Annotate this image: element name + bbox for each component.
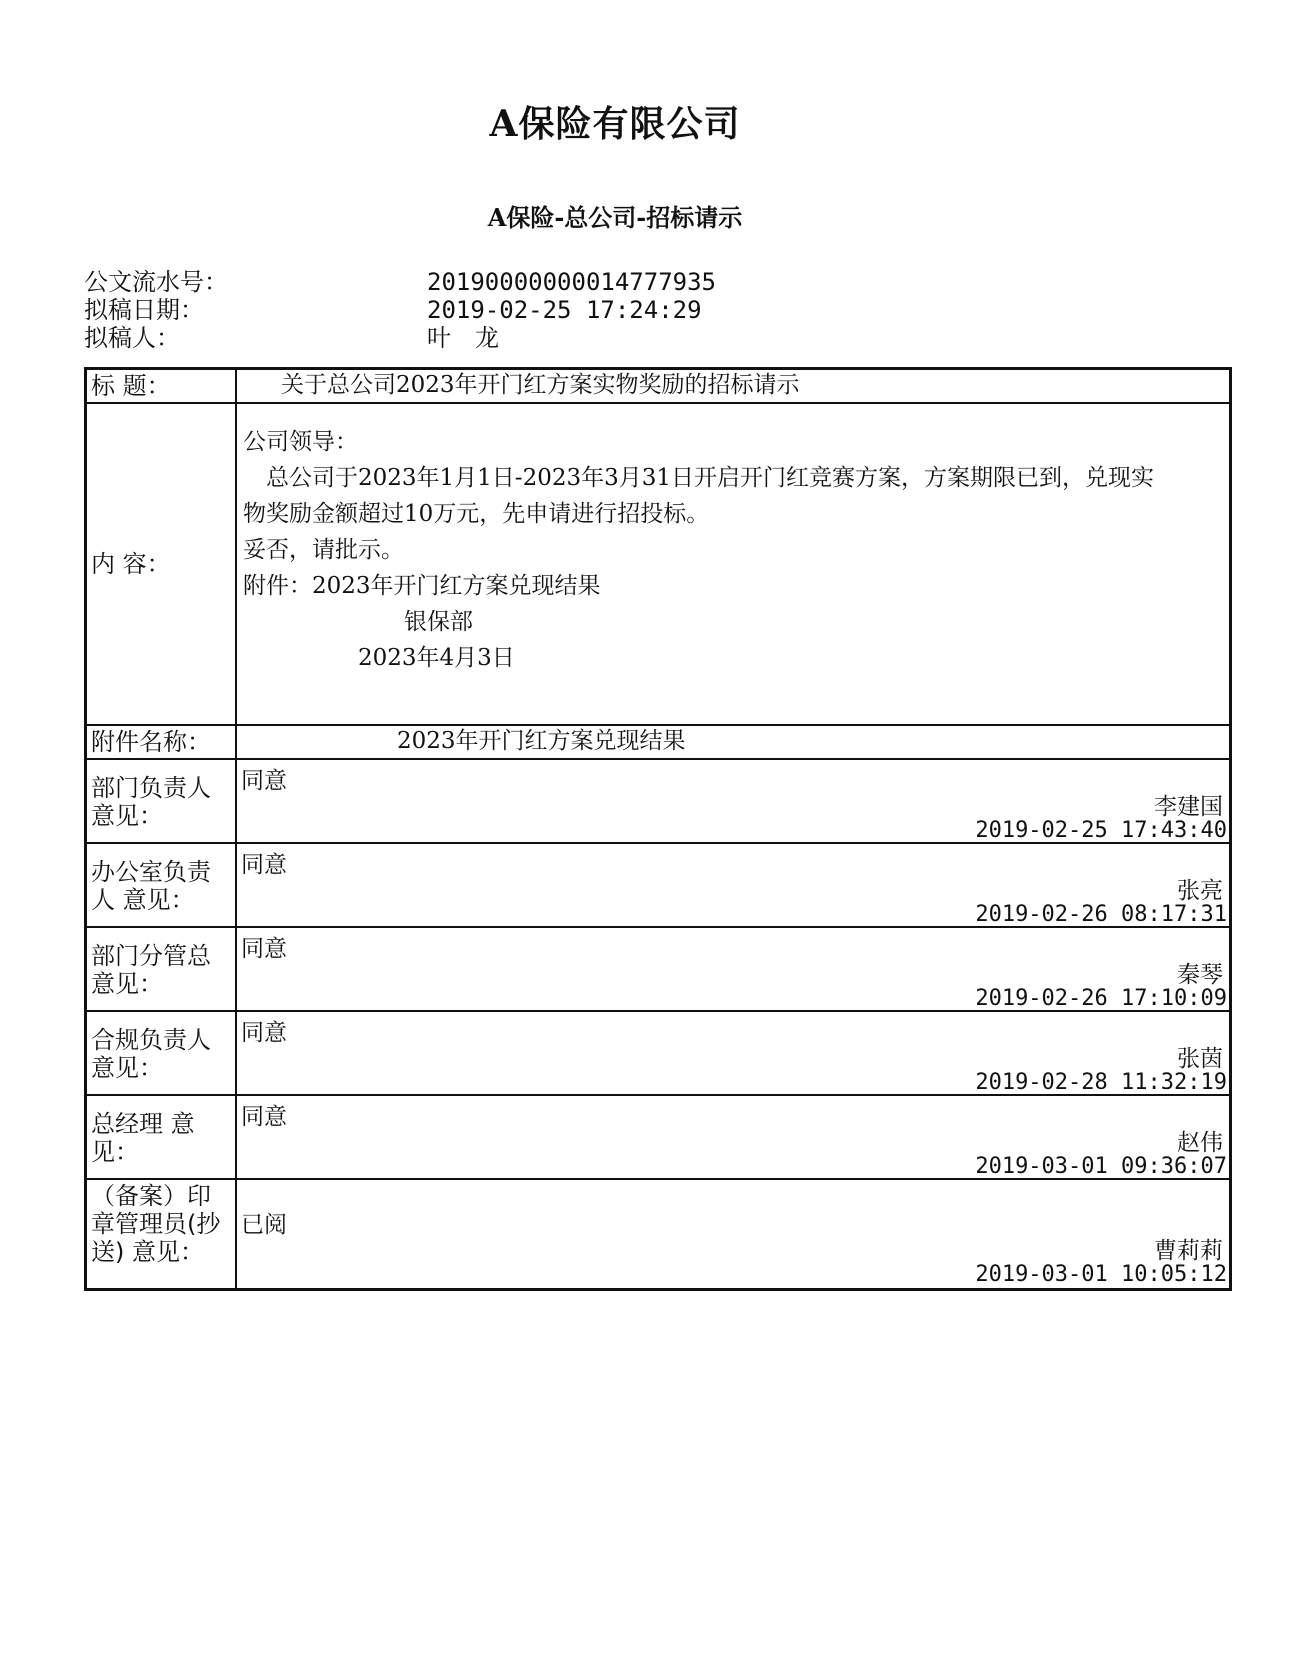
content-line: 银保部 — [243, 609, 473, 635]
opinion-label: （备案）印章管理员(抄送) 意见： — [86, 1179, 237, 1290]
company-title: A保险有限公司 — [489, 103, 741, 145]
serial-label: 公文流水号： — [84, 268, 228, 296]
opinion-text: 同意 — [241, 852, 287, 878]
content-cell — [236, 403, 1231, 725]
content-line: 公司领导： — [243, 429, 358, 455]
opinion-row — [86, 1011, 1231, 1095]
opinion-text: 同意 — [241, 768, 287, 794]
opinion-timestamp: 2019-02-26 17:10:09 — [975, 986, 1227, 1011]
attachment-label: 附件名称： — [86, 725, 237, 759]
opinion-timestamp: 2019-02-28 11:32:19 — [975, 1070, 1227, 1095]
opinion-row — [86, 1179, 1231, 1290]
opinion-label: 部门分管总 意见： — [86, 927, 237, 1011]
opinion-signer: 赵伟 — [1177, 1130, 1223, 1156]
opinion-label: 部门负责人 意见： — [86, 759, 237, 843]
opinion-signer: 张茵 — [1177, 1046, 1223, 1072]
opinion-text: 同意 — [241, 1020, 287, 1046]
content-line: 附件：2023年开门红方案兑现结果 — [243, 573, 601, 599]
content-line: 2023年4月3日 — [243, 645, 515, 671]
opinion-signer: 曹莉莉 — [1154, 1238, 1223, 1264]
opinion-cell — [236, 843, 1231, 927]
opinion-timestamp: 2019-03-01 09:36:07 — [975, 1154, 1227, 1179]
opinion-timestamp: 2019-02-26 08:17:31 — [975, 902, 1227, 927]
opinion-cell — [236, 1011, 1231, 1095]
content-body — [237, 404, 1229, 676]
opinion-row — [86, 759, 1231, 843]
opinion-row — [86, 843, 1231, 927]
opinion-timestamp: 2019-03-01 10:05:12 — [975, 1262, 1227, 1287]
serial-value: 20190000000014777935 — [427, 268, 716, 296]
content-line: 妥否，请批示。 — [243, 537, 404, 563]
opinion-text: 同意 — [241, 936, 287, 962]
opinion-signer: 张亮 — [1177, 878, 1223, 904]
author-value: 叶 龙 — [427, 324, 499, 352]
opinion-cell — [236, 927, 1231, 1011]
opinion-text: 已阅 — [241, 1212, 287, 1238]
content-line: 物奖励金额超过10万元，先申请进行招投标。 — [243, 501, 710, 527]
attachment-row — [86, 725, 1231, 759]
draft-date-label: 拟稿日期： — [84, 296, 204, 324]
opinion-label: 合规负责人 意见： — [86, 1011, 237, 1095]
document-title: A保险-总公司-招标请示 — [487, 203, 743, 232]
subject-row — [86, 369, 1231, 404]
opinion-signer: 秦琴 — [1177, 962, 1223, 988]
subject-cell — [236, 369, 1231, 404]
attachment-cell — [236, 725, 1231, 759]
opinion-text: 同意 — [241, 1104, 287, 1130]
subject-value: 关于总公司2023年开门红方案实物奖励的招标请示 — [281, 372, 800, 398]
opinion-label: 办公室负责人 意见： — [86, 843, 237, 927]
opinion-signer: 李建国 — [1154, 794, 1223, 820]
content-row — [86, 403, 1231, 725]
content-label: 内 容： — [86, 403, 237, 725]
opinion-label: 总经理 意见： — [86, 1095, 237, 1179]
draft-date-value: 2019-02-25 17:24:29 — [427, 296, 702, 324]
opinion-cell — [236, 759, 1231, 843]
opinion-row — [86, 1095, 1231, 1179]
subject-label: 标 题： — [86, 369, 237, 404]
author-label: 拟稿人： — [84, 324, 180, 352]
attachment-value: 2023年开门红方案兑现结果 — [397, 728, 686, 754]
content-line: 总公司于2023年1月1日-2023年3月31日开启开门红竞赛方案，方案期限已到，兑现实 — [243, 465, 1155, 491]
opinion-cell — [236, 1179, 1231, 1290]
approval-form — [84, 367, 1232, 1291]
opinion-row — [86, 927, 1231, 1011]
opinion-timestamp: 2019-02-25 17:43:40 — [975, 818, 1227, 843]
opinion-cell — [236, 1095, 1231, 1179]
